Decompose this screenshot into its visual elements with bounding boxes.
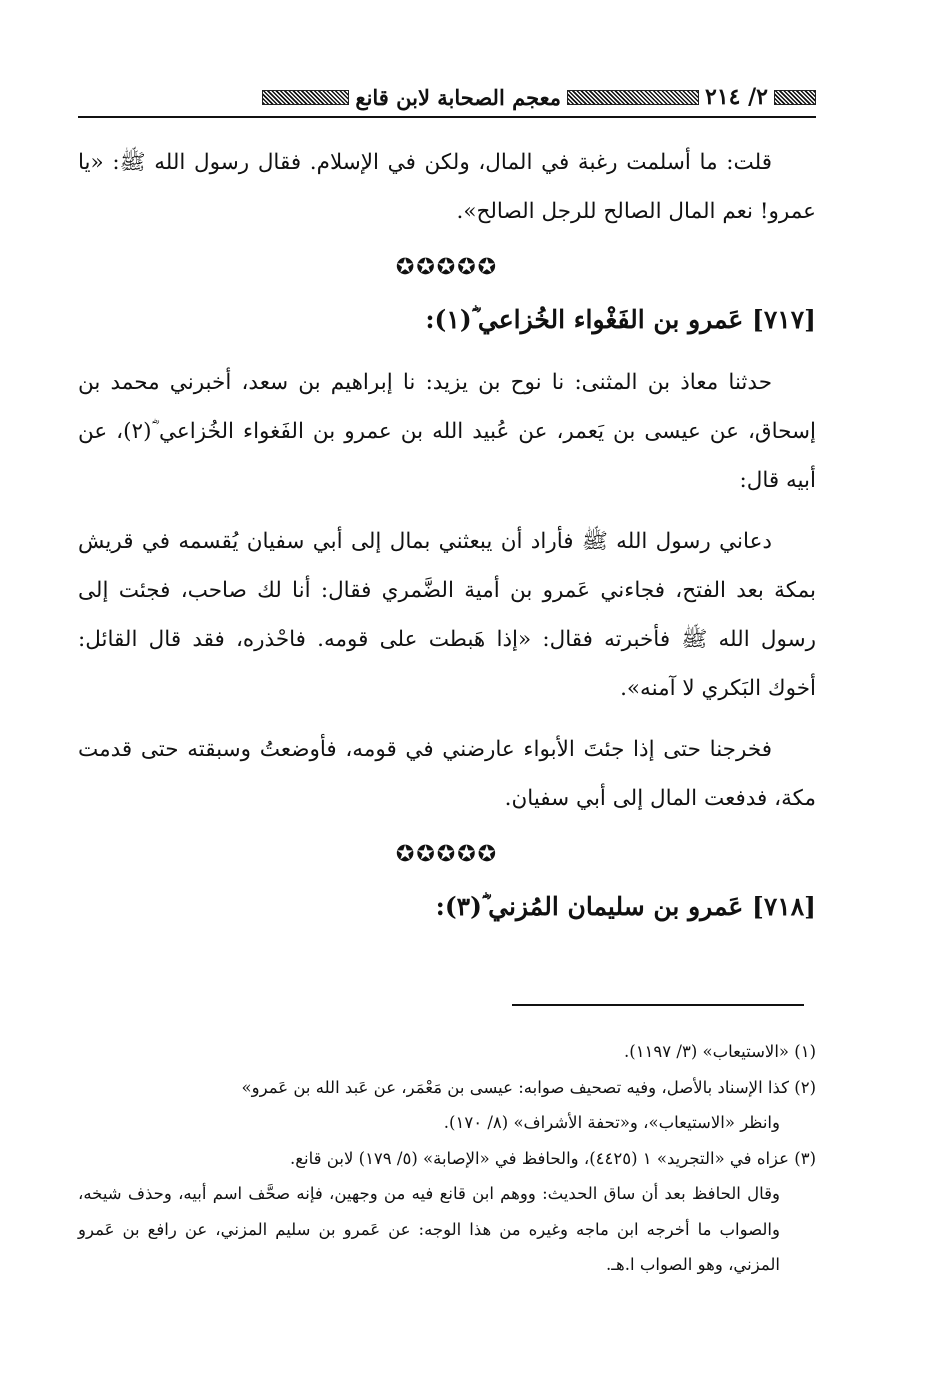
footnotes	[78, 1034, 816, 1283]
section-divider-stars: ✪✪✪✪✪	[395, 255, 499, 280]
paragraph-2: حدثنا معاذ بن المثنى: نا نوح بن يزيد: نا إبراهيم بن سعد، أخبرني محمد بن إسحاق، عن عيسى بن يَعمر، عن عُبيد الله بن عمرو بن الفَغواء الخُزاعي ؓ(٢)، عن أبيه قال:	[78, 370, 817, 493]
entry-717-heading: [٧١٧] عَمرو بن الفَغْواء الخُزاعي ؓ(١):	[425, 305, 816, 334]
entry-718-heading: [٧١٨] عَمرو بن سليمان المُزني ؓ(٣):	[435, 892, 816, 921]
footnote-separator	[512, 1004, 804, 1006]
header-ornament-left	[262, 90, 349, 105]
main-text	[78, 138, 816, 945]
footnote-2-continuation: وانظر «الاستيعاب»، و«تحفة الأشراف» (٨/ ١٧٠).	[443, 1113, 780, 1132]
book-title: معجم الصحابة لابن قانع	[355, 84, 562, 110]
header-rule	[78, 116, 816, 118]
page-number: ٢/ ٢١٤	[705, 84, 768, 110]
footnote-1: (١) «الاستيعاب» (٣/ ١١٩٧).	[624, 1042, 816, 1061]
section-divider-stars: ✪✪✪✪✪	[395, 842, 499, 867]
header-ornament-middle	[567, 90, 699, 105]
footnote-3-continuation: وقال الحافظ بعد أن ساق الحديث: ووهم ابن قانع فيه من وجهين، فإنه صحَّف اسم أبيه، وحذف شيخه، والصواب ما أخرجه ابن ماجه وغيره من هذا الوجه: عن عَمرو بن سليم المزني، عن رافع بن عَمرو المزني، وهو الصواب ا.هـ.	[78, 1184, 780, 1274]
header-ornament-right	[774, 90, 816, 105]
paragraph-4: فخرجنا حتى إذا جئتَ الأبواء عارضني في قومه، فأوضعتُ وسبقته حتى قدمت مكة، فدفعت المال إلى أبي سفيان.	[78, 737, 816, 811]
page-header	[78, 80, 816, 114]
paragraph-3: دعاني رسول الله ﷺ فأراد أن يبعثني بمال إلى أبي سفيان يُقسمه في قريش بمكة بعد الفتح، فجاءني عَمرو بن أمية الضَّمري فقال: أنا لك صاحب، فجئت إلى رسول الله ﷺ فأخبرته فقال: «إذا هَبطت على قومه. فاحْذره، فقد قال القائل: أخوك البَكري لا آمنه».	[78, 529, 816, 701]
paragraph-1: قلت: ما أسلمت رغبة في المال، ولكن في الإسلام. فقال رسول الله ﷺ: «يا عمرو! نعم المال الصالح للرجل الصالح».	[78, 150, 816, 224]
footnote-3: (٣) عزاه في «التجريد» ١ (٤٤٢٥)، والحافظ في «الإصابة» (٥/ ١٧٩) لابن قانع.	[290, 1148, 816, 1168]
footnote-2: (٢) كذا الإسناد بالأصل، وفيه تصحيف صوابه: عيسى بن مَعْمَر، عن عَبد الله بن عَمرو»	[241, 1077, 816, 1097]
